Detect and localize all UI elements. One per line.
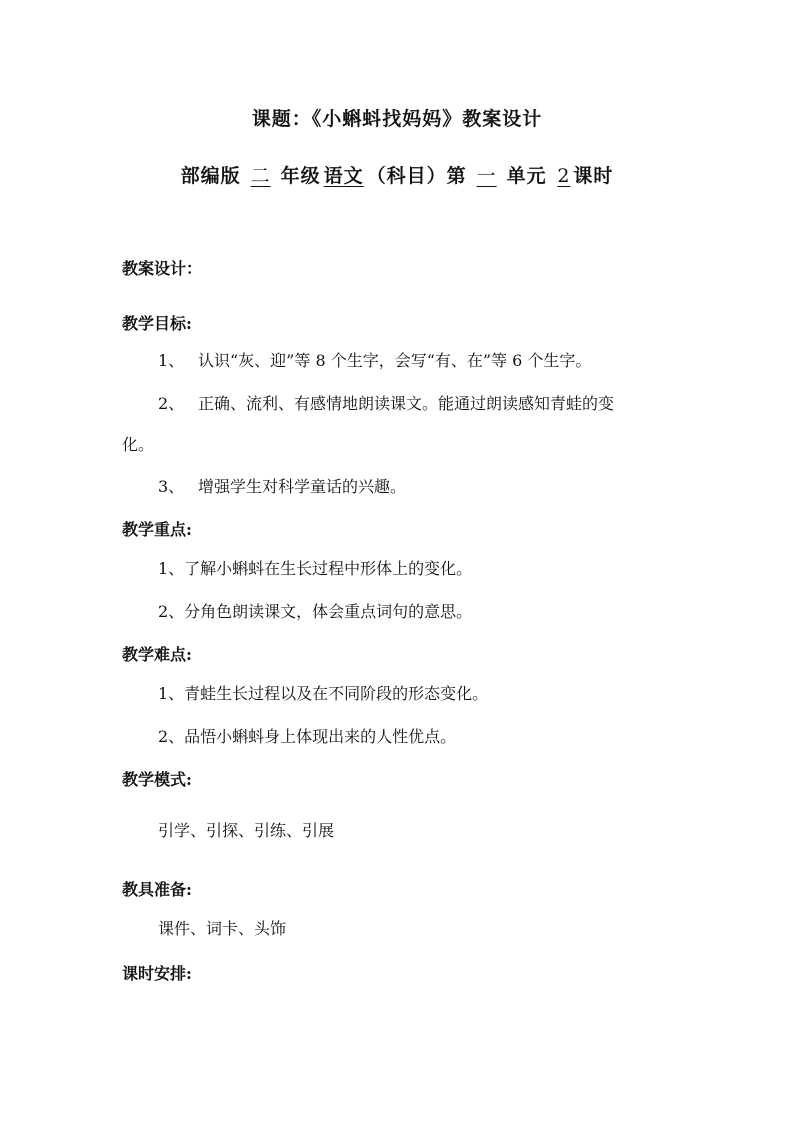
key-item-1: 1、了解小蝌蚪在生长过程中形体上的变化。 bbox=[158, 559, 473, 578]
section-tools-heading: 教具准备: bbox=[122, 880, 192, 899]
subtitle-lesson-label: 课时 bbox=[573, 165, 614, 187]
goal-item-3 bbox=[122, 476, 718, 498]
subtitle-grade: 二 bbox=[250, 165, 271, 187]
section-design-heading: 教案设计： bbox=[122, 259, 203, 278]
subtitle-unit: 一 bbox=[476, 165, 497, 187]
difficult-item-2: 2、品悟小蝌蚪身上体现出来的人性优点。 bbox=[158, 727, 457, 746]
subtitle-subject: 语文 bbox=[323, 165, 364, 187]
goal-item-number: 2、 bbox=[158, 394, 185, 413]
subtitle-lesson: 2 bbox=[557, 165, 571, 187]
goal-item-number: 1、 bbox=[158, 351, 185, 370]
goal-item-2 bbox=[122, 393, 718, 415]
subtitle-unit-label: 单元 bbox=[506, 165, 547, 187]
key-item-2: 2、分角色朗读课文，体会重点词句的意思。 bbox=[158, 602, 473, 621]
goal-item-number: 3、 bbox=[158, 477, 185, 496]
goal-item-text: 正确、流利、有感情地朗读课文。能通过朗读感知青蛙的变 bbox=[198, 394, 615, 413]
subtitle-edition: 部编版 bbox=[180, 165, 241, 187]
goal-item-2-continuation: 化。 bbox=[122, 435, 155, 454]
section-schedule-heading: 课时安排: bbox=[122, 964, 192, 983]
goal-item-text: 增强学生对科学童话的兴趣。 bbox=[198, 477, 407, 496]
mode-text: 引学、引探、引练、引展 bbox=[158, 821, 335, 840]
section-difficult-heading: 教学难点: bbox=[122, 645, 192, 664]
tools-text: 课件、词卡、头饰 bbox=[158, 919, 287, 938]
subtitle-grade-label: 年级 bbox=[280, 165, 321, 187]
section-goals-heading: 教学目标: bbox=[122, 314, 192, 333]
document-title: 课题：《小蝌蚪找妈妈》教案设计 bbox=[251, 108, 543, 130]
section-mode-heading: 教学模式: bbox=[122, 770, 192, 789]
difficult-item-1: 1、青蛙生长过程以及在不同阶段的形态变化。 bbox=[158, 684, 489, 703]
goal-item-1 bbox=[122, 350, 718, 372]
goal-item-text: 认识“灰、迎”等 8 个生字，会写“有、在”等 6 个生字。 bbox=[198, 351, 592, 370]
subtitle-subject-label: （科目）第 bbox=[366, 165, 467, 187]
document-subtitle bbox=[0, 161, 794, 188]
section-key-heading: 教学重点: bbox=[122, 520, 192, 539]
